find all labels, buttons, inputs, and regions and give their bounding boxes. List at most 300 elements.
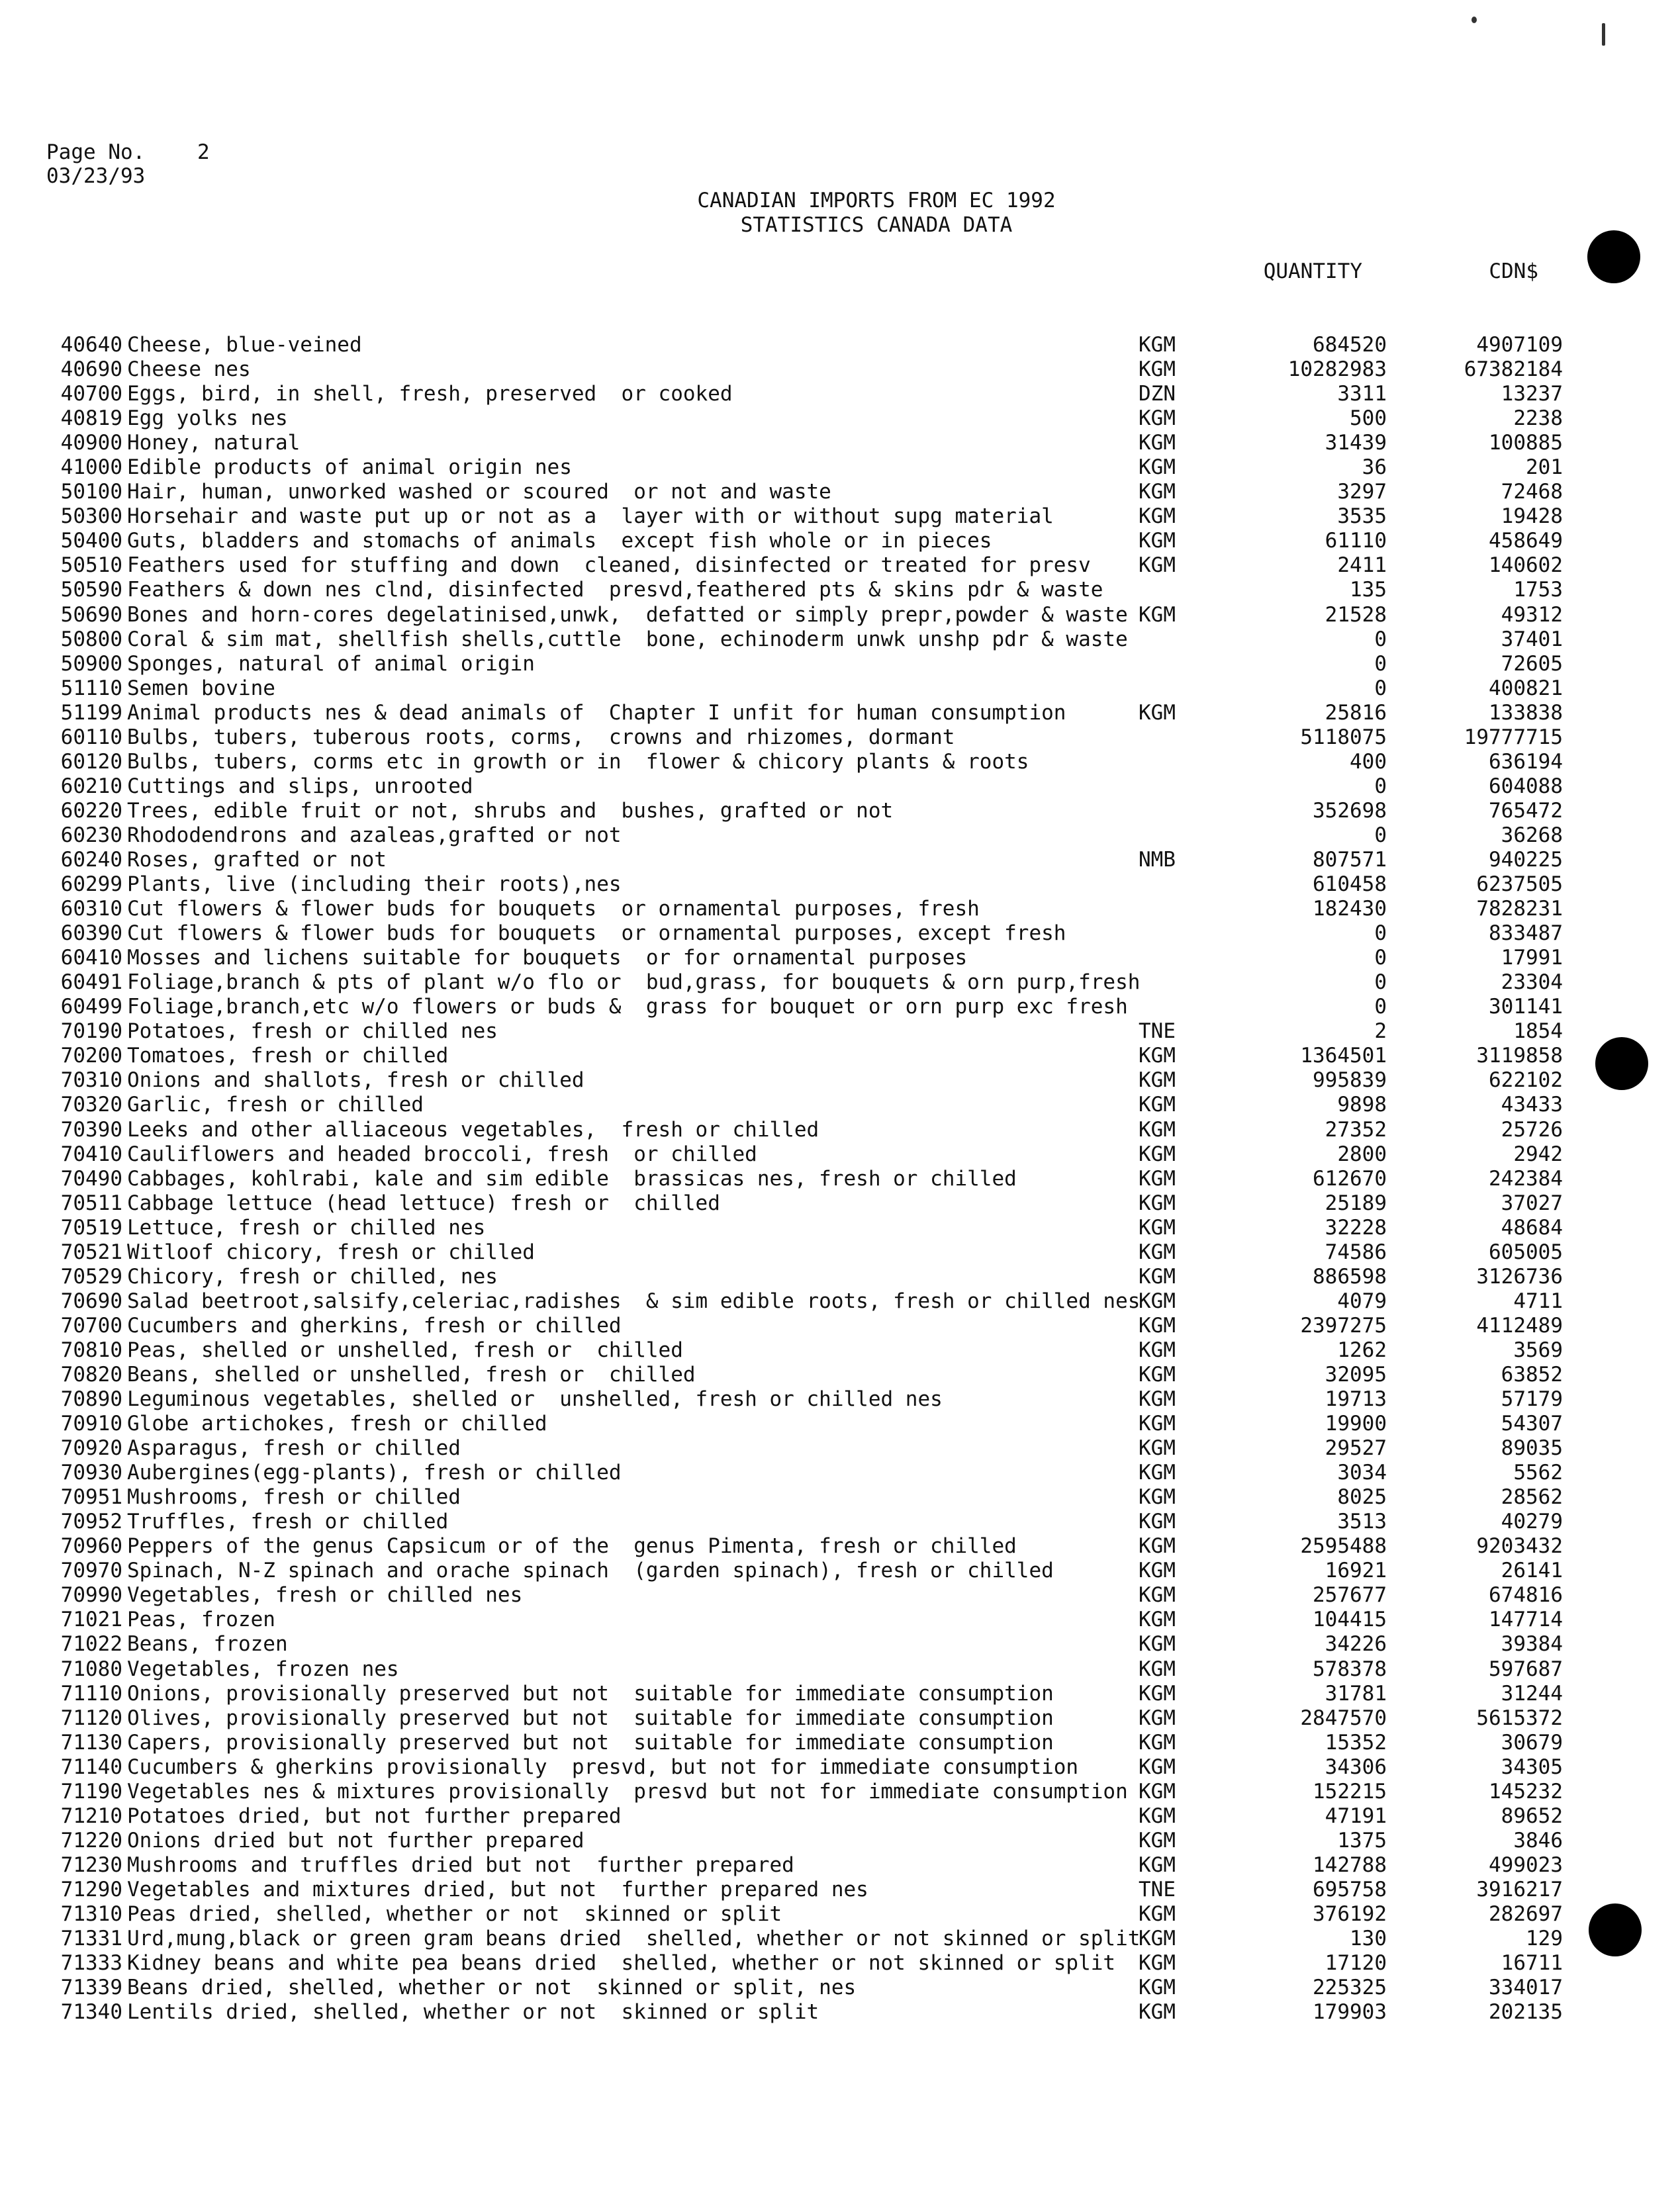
cdn-value: 674816	[1489, 1583, 1563, 1608]
quantity-value: 0	[1374, 970, 1387, 995]
table-row	[46, 553, 1569, 578]
commodity-description: Beans, shelled or unshelled, fresh or chilled	[127, 1362, 696, 1387]
commodity-code: 41000	[60, 455, 122, 480]
commodity-description: Peppers of the genus Capsicum or of the genus Pimenta, fresh or chilled	[127, 1534, 1017, 1559]
quantity-value: 47191	[1325, 1804, 1387, 1828]
table-row	[46, 1338, 1569, 1363]
scan-speck	[1602, 23, 1605, 46]
table-row	[46, 848, 1569, 872]
unit-of-measure: KGM	[1139, 1264, 1176, 1289]
quantity-value: 17120	[1325, 1951, 1387, 1976]
table-row	[46, 1829, 1569, 1853]
quantity-value: 1262	[1337, 1338, 1387, 1362]
cdn-value: 37027	[1501, 1191, 1563, 1215]
table-row	[46, 1412, 1569, 1436]
commodity-code: 70960	[60, 1534, 122, 1559]
table-row	[46, 1240, 1569, 1265]
commodity-code: 70910	[60, 1412, 122, 1436]
quantity-value: 15352	[1325, 1730, 1387, 1755]
table-row	[46, 1902, 1569, 1927]
cdn-value: 604088	[1489, 774, 1563, 798]
commodity-code: 70200	[60, 1044, 122, 1068]
cdn-value: 2238	[1513, 406, 1563, 431]
commodity-description: Mushrooms and truffles dried but not further prepared	[127, 1853, 794, 1877]
commodity-code: 70930	[60, 1461, 122, 1485]
commodity-code: 70820	[60, 1362, 122, 1387]
commodity-code: 51110	[60, 676, 122, 700]
commodity-code: 70190	[60, 1019, 122, 1044]
cdn-value: 5562	[1513, 1461, 1563, 1485]
table-row	[46, 799, 1569, 823]
page-number: 2	[197, 140, 210, 164]
commodity-code: 70521	[60, 1240, 122, 1264]
unit-of-measure: KGM	[1139, 1166, 1176, 1191]
commodity-description: Eggs, bird, in shell, fresh, preserved or cooked	[127, 382, 733, 406]
quantity-value: 29527	[1325, 1436, 1387, 1461]
quantity-value: 104415	[1313, 1608, 1387, 1632]
commodity-code: 50510	[60, 553, 122, 578]
unit-of-measure: KGM	[1139, 1412, 1176, 1436]
table-row	[46, 1093, 1569, 1117]
commodity-description: Leguminous vegetables, shelled or unshelled, fresh or chilled nes	[127, 1387, 943, 1412]
quantity-value: 257677	[1313, 1583, 1387, 1608]
table-row	[46, 1706, 1569, 1731]
table-row	[46, 1755, 1569, 1780]
table-row	[46, 529, 1569, 553]
commodity-code: 50100	[60, 480, 122, 504]
commodity-code: 40900	[60, 431, 122, 455]
cdn-value: 28562	[1501, 1485, 1563, 1510]
commodity-code: 71340	[60, 2000, 122, 2025]
table-row	[46, 676, 1569, 701]
unit-of-measure: KGM	[1139, 1951, 1176, 1976]
commodity-description: Edible products of animal origin nes	[127, 455, 572, 480]
cdn-value: 458649	[1489, 529, 1563, 553]
table-row	[46, 1461, 1569, 1485]
table-row	[46, 1951, 1569, 1976]
cdn-value: 30679	[1501, 1730, 1563, 1755]
cdn-value: 7828231	[1476, 897, 1563, 921]
commodity-code: 60491	[60, 970, 122, 995]
quantity-value: 0	[1374, 823, 1387, 847]
cdn-value: 636194	[1489, 749, 1563, 774]
commodity-description: Guts, bladders and stomachs of animals except fish whole or in pieces	[127, 529, 992, 553]
cdn-value: 597687	[1489, 1657, 1563, 1681]
cdn-value: 765472	[1489, 798, 1563, 823]
commodity-code: 71021	[60, 1608, 122, 1632]
table-row	[46, 406, 1569, 431]
quantity-value: 807571	[1313, 847, 1387, 872]
commodity-description: Semen bovine	[127, 676, 275, 700]
commodity-description: Bones and horn-cores degelatinised,unwk, defatted or simply prepr,powder & waste	[127, 602, 1128, 627]
commodity-description: Cheese, blue-veined	[127, 333, 362, 357]
commodity-description: Spinach, N-Z spinach and orache spinach (garden spinach), fresh or chilled	[127, 1559, 1054, 1583]
table-row	[46, 823, 1569, 848]
quantity-value: 225325	[1313, 1976, 1387, 2000]
table-row	[46, 1167, 1569, 1191]
table-row	[46, 2000, 1569, 2025]
commodity-code: 70690	[60, 1289, 122, 1313]
table-row	[46, 1044, 1569, 1068]
commodity-code: 70410	[60, 1142, 122, 1166]
table-row	[46, 774, 1569, 799]
commodity-code: 71220	[60, 1828, 122, 1853]
quantity-value: 3034	[1337, 1461, 1387, 1485]
cdn-value: 67382184	[1464, 357, 1563, 382]
unit-of-measure: NMB	[1139, 847, 1176, 872]
quantity-value: 610458	[1313, 872, 1387, 897]
unit-of-measure: KGM	[1139, 1657, 1176, 1681]
quantity-value: 182430	[1313, 897, 1387, 921]
quantity-value: 19900	[1325, 1412, 1387, 1436]
cdn-value: 622102	[1489, 1068, 1563, 1093]
commodity-description: Beans, frozen	[127, 1632, 288, 1657]
commodity-description: Peas, shelled or unshelled, fresh or chilled	[127, 1338, 683, 1362]
commodity-description: Potatoes, fresh or chilled nes	[127, 1019, 498, 1044]
commodity-code: 60310	[60, 897, 122, 921]
quantity-value: 995839	[1313, 1068, 1387, 1093]
table-row	[46, 357, 1569, 382]
commodity-description: Egg yolks nes	[127, 406, 288, 431]
quantity-value: 500	[1350, 406, 1387, 431]
cdn-value: 334017	[1489, 1976, 1563, 2000]
cdn-value: 3916217	[1476, 1877, 1563, 1901]
unit-of-measure: KGM	[1139, 1485, 1176, 1510]
imports-table	[46, 333, 1569, 2025]
unit-of-measure: KGM	[1139, 406, 1176, 431]
commodity-description: Vegetables and mixtures dried, but not further prepared nes	[127, 1877, 868, 1901]
commodity-code: 71230	[60, 1853, 122, 1877]
commodity-description: Beans dried, shelled, whether or not skinned or split, nes	[127, 1976, 857, 2000]
commodity-description: Bulbs, tubers, tuberous roots, corms, crowns and rhizomes, dormant	[127, 725, 955, 749]
table-row	[46, 1559, 1569, 1583]
unit-of-measure: KGM	[1139, 1338, 1176, 1362]
cdn-value: 39384	[1501, 1632, 1563, 1657]
quantity-value: 612670	[1313, 1166, 1387, 1191]
punch-hole	[1595, 1037, 1648, 1090]
unit-of-measure: KGM	[1139, 1559, 1176, 1583]
unit-of-measure: DZN	[1139, 382, 1176, 406]
quantity-value: 142788	[1313, 1853, 1387, 1877]
cdn-value: 72605	[1501, 651, 1563, 676]
quantity-value: 25816	[1325, 700, 1387, 725]
commodity-code: 40690	[60, 357, 122, 382]
commodity-description: Feathers used for stuffing and down cleaned, disinfected or treated for presv	[127, 553, 1091, 578]
cdn-value: 40279	[1501, 1510, 1563, 1534]
commodity-code: 71339	[60, 1976, 122, 2000]
unit-of-measure: KGM	[1139, 1191, 1176, 1215]
table-row	[46, 701, 1569, 725]
report-title: CANADIAN IMPORTS FROM EC 1992	[697, 189, 1056, 212]
cdn-value: 400821	[1489, 676, 1563, 700]
unit-of-measure: KGM	[1139, 1387, 1176, 1412]
cdn-value: 9203432	[1476, 1534, 1563, 1559]
quantity-value: 2397275	[1300, 1313, 1387, 1338]
unit-of-measure: KGM	[1139, 1436, 1176, 1461]
unit-of-measure: KGM	[1139, 504, 1176, 529]
cdn-value: 499023	[1489, 1853, 1563, 1877]
table-row	[46, 1804, 1569, 1829]
commodity-code: 50800	[60, 627, 122, 651]
commodity-description: Mosses and lichens suitable for bouquets or for ornamental purposes	[127, 946, 968, 970]
commodity-description: Asparagus, fresh or chilled	[127, 1436, 461, 1461]
quantity-value: 32228	[1325, 1215, 1387, 1240]
unit-of-measure: KGM	[1139, 455, 1176, 480]
cdn-value: 301141	[1489, 995, 1563, 1019]
unit-of-measure: KGM	[1139, 1608, 1176, 1632]
commodity-code: 71140	[60, 1755, 122, 1779]
commodity-description: Foliage,branch,etc w/o flowers or buds & grass for bouquet or orn purp exc fresh	[127, 995, 1128, 1019]
commodity-description: Lentils dried, shelled, whether or not skinned or split	[127, 2000, 819, 2025]
quantity-value: 135	[1350, 578, 1387, 602]
table-row	[46, 333, 1569, 357]
cdn-value: 940225	[1489, 847, 1563, 872]
unit-of-measure: KGM	[1139, 700, 1176, 725]
commodity-code: 71333	[60, 1951, 122, 1976]
quantity-value: 3311	[1337, 382, 1387, 406]
table-row	[46, 1583, 1569, 1608]
cdn-value: 36268	[1501, 823, 1563, 847]
quantity-value: 0	[1374, 946, 1387, 970]
table-row	[46, 455, 1569, 480]
table-row	[46, 970, 1569, 995]
quantity-value: 0	[1374, 651, 1387, 676]
commodity-description: Roses, grafted or not	[127, 847, 387, 872]
quantity-value: 27352	[1325, 1117, 1387, 1142]
table-row	[46, 1485, 1569, 1510]
commodity-description: Cabbage lettuce (head lettuce) fresh or chilled	[127, 1191, 720, 1215]
commodity-code: 50690	[60, 602, 122, 627]
commodity-description: Cauliflowers and headed broccoli, fresh or chilled	[127, 1142, 757, 1166]
commodity-code: 70700	[60, 1313, 122, 1338]
cdn-value: 4907109	[1476, 333, 1563, 357]
quantity-value: 34226	[1325, 1632, 1387, 1657]
commodity-description: Cheese nes	[127, 357, 251, 382]
commodity-description: Peas dried, shelled, whether or not skinned or split	[127, 1902, 782, 1926]
cdn-value: 6237505	[1476, 872, 1563, 897]
table-row	[46, 946, 1569, 970]
commodity-description: Coral & sim mat, shellfish shells,cuttle bone, echinoderm unwk unshp pdr & waste	[127, 627, 1128, 651]
commodity-code: 60110	[60, 725, 122, 749]
table-row	[46, 1878, 1569, 1902]
commodity-description: Sponges, natural of animal origin	[127, 651, 535, 676]
commodity-description: Vegetables nes & mixtures provisionally presvd but not for immediate consumption	[127, 1779, 1128, 1804]
cdn-value: 140602	[1489, 553, 1563, 578]
unit-of-measure: KGM	[1139, 1681, 1176, 1706]
table-row	[46, 1216, 1569, 1240]
unit-of-measure: KGM	[1139, 1804, 1176, 1828]
cdn-value: 1854	[1513, 1019, 1563, 1044]
table-row	[46, 750, 1569, 774]
table-row	[46, 995, 1569, 1019]
commodity-description: Cut flowers & flower buds for bouquets or ornamental purposes, fresh	[127, 897, 980, 921]
quantity-value: 2595488	[1300, 1534, 1387, 1559]
commodity-code: 50400	[60, 529, 122, 553]
cdn-value: 4711	[1513, 1289, 1563, 1313]
table-row	[46, 627, 1569, 652]
unit-of-measure: KGM	[1139, 1583, 1176, 1608]
commodity-code: 70970	[60, 1559, 122, 1583]
quantity-value: 130	[1350, 1927, 1387, 1951]
table-row	[46, 1363, 1569, 1387]
commodity-code: 71331	[60, 1927, 122, 1951]
commodity-description: Olives, provisionally preserved but not suitable for immediate consumption	[127, 1706, 1054, 1730]
commodity-description: Salad beetroot,salsify,celeriac,radishes & sim edible roots, fresh or chilled nes	[127, 1289, 1141, 1313]
commodity-description: Cut flowers & flower buds for bouquets or ornamental purposes, except fresh	[127, 921, 1066, 946]
cdn-value: 282697	[1489, 1902, 1563, 1926]
commodity-code: 70810	[60, 1338, 122, 1362]
commodity-code: 70529	[60, 1264, 122, 1289]
quantity-value: 1375	[1337, 1828, 1387, 1853]
unit-of-measure: KGM	[1139, 1828, 1176, 1853]
unit-of-measure: KGM	[1139, 333, 1176, 357]
commodity-code: 70320	[60, 1093, 122, 1117]
quantity-value: 16921	[1325, 1559, 1387, 1583]
commodity-code: 71290	[60, 1877, 122, 1901]
unit-of-measure: TNE	[1139, 1877, 1176, 1901]
cdn-value: 19428	[1501, 504, 1563, 529]
table-row	[46, 1657, 1569, 1682]
commodity-code: 50900	[60, 651, 122, 676]
cdn-value: 31244	[1501, 1681, 1563, 1706]
quantity-value: 36	[1362, 455, 1387, 480]
cdn-value: 54307	[1501, 1412, 1563, 1436]
table-row	[46, 1780, 1569, 1804]
column-header-value: CDN$	[1489, 259, 1538, 283]
table-row	[46, 382, 1569, 406]
quantity-value: 684520	[1313, 333, 1387, 357]
quantity-value: 74586	[1325, 1240, 1387, 1264]
commodity-code: 50590	[60, 578, 122, 602]
cdn-value: 201	[1526, 455, 1563, 480]
commodity-code: 70310	[60, 1068, 122, 1093]
table-row	[46, 1927, 1569, 1951]
cdn-value: 202135	[1489, 2000, 1563, 2025]
quantity-value: 400	[1350, 749, 1387, 774]
quantity-value: 3513	[1337, 1510, 1387, 1534]
table-row	[46, 725, 1569, 750]
cdn-value: 3569	[1513, 1338, 1563, 1362]
unit-of-measure: KGM	[1139, 1215, 1176, 1240]
unit-of-measure: KGM	[1139, 2000, 1176, 2025]
unit-of-measure: KGM	[1139, 1510, 1176, 1534]
commodity-code: 60299	[60, 872, 122, 897]
quantity-value: 31439	[1325, 431, 1387, 455]
cdn-value: 133838	[1489, 700, 1563, 725]
unit-of-measure: KGM	[1139, 1289, 1176, 1313]
cdn-value: 34305	[1501, 1755, 1563, 1779]
table-row	[46, 1682, 1569, 1706]
commodity-code: 60240	[60, 847, 122, 872]
commodity-description: Urd,mung,black or green gram beans dried shelled, whether or not skinned or split	[127, 1927, 1141, 1951]
unit-of-measure: KGM	[1139, 602, 1176, 627]
quantity-value: 21528	[1325, 602, 1387, 627]
commodity-code: 71130	[60, 1730, 122, 1755]
table-row	[46, 1976, 1569, 2000]
unit-of-measure: KGM	[1139, 553, 1176, 578]
unit-of-measure: KGM	[1139, 1044, 1176, 1068]
commodity-description: Witloof chicory, fresh or chilled	[127, 1240, 535, 1264]
table-row	[46, 578, 1569, 602]
unit-of-measure: KGM	[1139, 1755, 1176, 1779]
commodity-code: 60120	[60, 749, 122, 774]
table-row	[46, 1387, 1569, 1412]
commodity-description: Cabbages, kohlrabi, kale and sim edible brassicas nes, fresh or chilled	[127, 1166, 1017, 1191]
quantity-value: 2	[1374, 1019, 1387, 1044]
punch-hole	[1587, 230, 1640, 283]
table-row	[46, 872, 1569, 897]
table-row	[46, 1265, 1569, 1289]
table-row	[46, 1019, 1569, 1044]
commodity-description: Truffles, fresh or chilled	[127, 1510, 449, 1534]
commodity-description: Horsehair and waste put up or not as a layer with or without supg material	[127, 504, 1054, 529]
unit-of-measure: KGM	[1139, 1534, 1176, 1559]
cdn-value: 129	[1526, 1927, 1563, 1951]
cdn-value: 3119858	[1476, 1044, 1563, 1068]
commodity-description: Mushrooms, fresh or chilled	[127, 1485, 461, 1510]
cdn-value: 19777715	[1464, 725, 1563, 749]
table-row	[46, 1853, 1569, 1878]
commodity-code: 51199	[60, 700, 122, 725]
quantity-value: 34306	[1325, 1755, 1387, 1779]
quantity-value: 4079	[1337, 1289, 1387, 1313]
cdn-value: 48684	[1501, 1215, 1563, 1240]
table-row	[46, 1118, 1569, 1142]
commodity-code: 40640	[60, 333, 122, 357]
commodity-description: Onions and shallots, fresh or chilled	[127, 1068, 584, 1093]
commodity-code: 40819	[60, 406, 122, 431]
table-row	[46, 480, 1569, 504]
unit-of-measure: KGM	[1139, 1976, 1176, 2000]
commodity-code: 71210	[60, 1804, 122, 1828]
commodity-code: 70511	[60, 1191, 122, 1215]
commodity-description: Globe artichokes, fresh or chilled	[127, 1412, 547, 1436]
table-row	[46, 1534, 1569, 1559]
commodity-code: 60220	[60, 798, 122, 823]
scan-speck	[1471, 17, 1477, 23]
cdn-value: 147714	[1489, 1608, 1563, 1632]
table-row	[46, 921, 1569, 946]
quantity-value: 3535	[1337, 504, 1387, 529]
quantity-value: 9898	[1337, 1093, 1387, 1117]
commodity-code: 70519	[60, 1215, 122, 1240]
unit-of-measure: KGM	[1139, 431, 1176, 455]
commodity-description: Foliage,branch & pts of plant w/o flo or bud,grass, for bouquets & orn purp,fresh	[127, 970, 1141, 995]
commodity-description: Honey, natural	[127, 431, 301, 455]
cdn-value: 23304	[1501, 970, 1563, 995]
quantity-value: 352698	[1313, 798, 1387, 823]
cdn-value: 13237	[1501, 382, 1563, 406]
cdn-value: 63852	[1501, 1362, 1563, 1387]
table-row	[46, 1142, 1569, 1167]
table-row	[46, 1510, 1569, 1534]
commodity-code: 60210	[60, 774, 122, 798]
commodity-code: 60499	[60, 995, 122, 1019]
quantity-value: 0	[1374, 921, 1387, 946]
commodity-description: Aubergines(egg-plants), fresh or chilled	[127, 1461, 622, 1485]
table-row	[46, 1068, 1569, 1093]
cdn-value: 833487	[1489, 921, 1563, 946]
commodity-description: Leeks and other alliaceous vegetables, fresh or chilled	[127, 1117, 819, 1142]
commodity-description: Cucumbers & gherkins provisionally presvd, but not for immediate consumption	[127, 1755, 1079, 1779]
cdn-value: 89035	[1501, 1436, 1563, 1461]
commodity-code: 71022	[60, 1632, 122, 1657]
unit-of-measure: KGM	[1139, 1632, 1176, 1657]
quantity-value: 1364501	[1300, 1044, 1387, 1068]
commodity-description: Cuttings and slips, unrooted	[127, 774, 473, 798]
quantity-value: 0	[1374, 676, 1387, 700]
quantity-value: 25189	[1325, 1191, 1387, 1215]
